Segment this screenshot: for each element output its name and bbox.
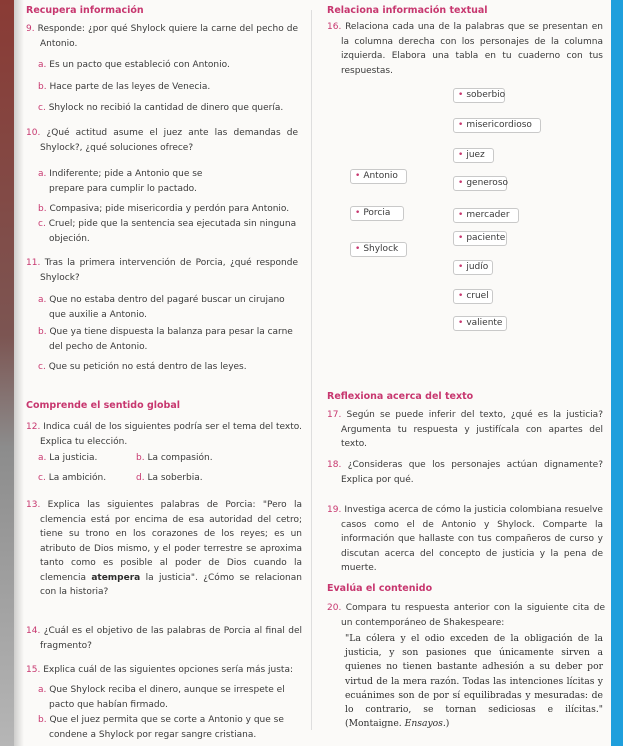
word-label: judío bbox=[466, 262, 489, 272]
option-11a bbox=[38, 293, 300, 322]
question-17 bbox=[327, 408, 603, 452]
option-text: La soberbia. bbox=[147, 473, 203, 483]
word-box-mercader bbox=[453, 208, 519, 223]
question-text: Investiga acerca de cómo la justicia colombiana resuelve casos como el de Antonio y Shylock. Comparte la información que hallaste con tus compañeros de curso y discutan acerca del concepto de justicia y la pena de muerte. bbox=[341, 505, 603, 573]
question-10 bbox=[26, 126, 298, 155]
word-label: generoso bbox=[466, 178, 509, 188]
option-letter: b. bbox=[136, 453, 145, 463]
character-box-shylock bbox=[350, 242, 407, 257]
option-letter: c. bbox=[38, 219, 46, 229]
section-heading-evalua: Evalúa el contenido bbox=[327, 583, 433, 594]
word-label: paciente bbox=[466, 233, 506, 243]
page-binding-shadow bbox=[0, 0, 14, 746]
bold-word: atempera bbox=[91, 572, 141, 583]
word-box-soberbio bbox=[453, 88, 505, 103]
option-9c bbox=[38, 101, 303, 116]
bullet-icon: • bbox=[458, 318, 464, 328]
option-letter: b. bbox=[38, 82, 47, 92]
question-number: 11. bbox=[26, 258, 41, 268]
word-label: misericordioso bbox=[466, 120, 532, 130]
question-text: Según se puede inferir del texto, ¿qué es la justicia? Argumenta tu respuesta y justifícala con apartes del texto. bbox=[341, 410, 603, 449]
bullet-icon: • bbox=[458, 178, 464, 188]
question-number: 19. bbox=[327, 505, 342, 515]
bullet-icon: • bbox=[355, 171, 361, 181]
question-text: Responde: ¿por qué Shylock quiere la carne del pecho de Antonio. bbox=[37, 24, 298, 49]
question-11 bbox=[26, 256, 298, 285]
bullet-icon: • bbox=[458, 291, 464, 301]
option-10c bbox=[38, 217, 303, 246]
bullet-icon: • bbox=[458, 90, 464, 100]
question-9 bbox=[26, 22, 298, 51]
option-10b bbox=[38, 202, 308, 217]
option-text: Hace parte de las leyes de Venecia. bbox=[49, 82, 211, 92]
word-box-juez bbox=[453, 148, 494, 163]
option-text: Shylock no recibió la cantidad de dinero que quería. bbox=[48, 103, 284, 113]
option-letter: a. bbox=[38, 60, 47, 70]
blue-margin-stripe bbox=[611, 0, 623, 746]
montaigne-quote bbox=[345, 632, 603, 731]
page-binding-gradient bbox=[14, 0, 24, 746]
question-text-end: la justicia". ¿Cómo se relacionan con la historia? bbox=[40, 572, 302, 597]
question-text: ¿Consideras que los personajes actúan dignamente? Explica por qué. bbox=[341, 460, 603, 485]
option-letter: c. bbox=[38, 362, 46, 372]
option-text: Es un pacto que estableció con Antonio. bbox=[49, 60, 230, 70]
question-text: Relaciona cada una de la palabras que se presentan en la columna derecha con los personajes de la columna izquierda. Elabora una tabla en tu cuaderno con tus respuestas. bbox=[341, 22, 603, 76]
section-heading-relaciona: Relaciona información textual bbox=[327, 5, 488, 16]
bullet-icon: • bbox=[458, 262, 464, 272]
option-9b bbox=[38, 80, 300, 95]
option-12b bbox=[136, 451, 213, 466]
option-text: La compasión. bbox=[147, 453, 213, 463]
option-text: Que ya tiene dispuesta la balanza para pesar la carne del pecho de Antonio. bbox=[49, 327, 293, 352]
option-11c bbox=[38, 360, 300, 375]
question-number: 17. bbox=[327, 410, 342, 420]
option-letter: b. bbox=[38, 715, 47, 725]
option-9a bbox=[38, 58, 300, 73]
option-letter: a. bbox=[38, 169, 47, 179]
question-13 bbox=[26, 498, 302, 600]
option-letter: b. bbox=[38, 204, 47, 214]
quote-text: "La cólera y el odio exceden de la obligación de la justicia, y son pasiones que únicamente sirven a quienes no tienen bastante adhesión a su deber por virtud de la mera razón. Todas las intenciones lícitas y ecuánimes son de por sí equilibradas y mesuradas: de lo contrario, se tornan sediciosas e ilícitas." (Montaigne. bbox=[345, 633, 603, 730]
question-16 bbox=[327, 20, 603, 78]
character-label: Antonio bbox=[363, 171, 398, 181]
option-text: Indiferente; pide a Antonio que se prepare para cumplir lo pactado. bbox=[49, 169, 203, 194]
option-text: Que su petición no está dentro de las leyes. bbox=[48, 362, 247, 372]
word-label: valiente bbox=[466, 318, 503, 328]
question-number: 18. bbox=[327, 460, 342, 470]
column-divider bbox=[311, 10, 312, 730]
question-text: ¿Cuál es el objetivo de las palabras de Porcia al final del fragmento? bbox=[40, 626, 302, 651]
bullet-icon: • bbox=[458, 150, 464, 160]
word-box-paciente bbox=[453, 231, 507, 246]
question-number: 13. bbox=[26, 500, 41, 510]
question-number: 20. bbox=[327, 603, 342, 613]
question-12 bbox=[26, 420, 302, 449]
question-number: 10. bbox=[26, 128, 41, 138]
question-number: 9. bbox=[26, 24, 35, 34]
question-14 bbox=[26, 624, 302, 653]
bullet-icon: • bbox=[458, 120, 464, 130]
question-text: Tras la primera intervención de Porcia, ¿qué responde Shylock? bbox=[40, 258, 298, 283]
question-text: ¿Qué actitud asume el juez ante las demandas de Shylock?, ¿qué soluciones ofrece? bbox=[40, 128, 298, 153]
section-heading-comprende: Comprende el sentido global bbox=[26, 400, 180, 411]
question-20 bbox=[327, 601, 605, 630]
option-text: La justicia. bbox=[49, 453, 98, 463]
quote-end: .) bbox=[442, 718, 450, 730]
word-box-misericordioso bbox=[453, 118, 541, 133]
option-text: Compasiva; pide misericordia y perdón para Antonio. bbox=[49, 204, 290, 214]
word-label: juez bbox=[466, 150, 485, 160]
word-label: soberbio bbox=[466, 90, 506, 100]
option-letter: a. bbox=[38, 295, 47, 305]
option-letter: c. bbox=[38, 473, 46, 483]
option-text: La ambición. bbox=[48, 473, 107, 483]
word-box-cruel bbox=[453, 289, 493, 304]
word-box-judio bbox=[453, 260, 493, 275]
question-15 bbox=[26, 663, 302, 678]
option-12a bbox=[38, 451, 97, 466]
option-15a bbox=[38, 683, 302, 712]
option-10a bbox=[38, 167, 238, 196]
option-11b bbox=[38, 325, 300, 354]
question-18 bbox=[327, 458, 603, 487]
question-19 bbox=[327, 503, 603, 576]
option-letter: a. bbox=[38, 685, 47, 695]
word-box-generoso bbox=[453, 176, 507, 191]
word-box-valiente bbox=[453, 316, 507, 331]
option-letter: d. bbox=[136, 473, 145, 483]
option-12d bbox=[136, 471, 203, 486]
option-letter: b. bbox=[38, 327, 47, 337]
word-label: cruel bbox=[466, 291, 489, 301]
character-label: Porcia bbox=[363, 208, 391, 218]
bullet-icon: • bbox=[458, 210, 464, 220]
character-label: Shylock bbox=[363, 244, 399, 254]
option-letter: a. bbox=[38, 453, 47, 463]
option-text: Que no estaba dentro del pagaré buscar un cirujano que auxilie a Antonio. bbox=[49, 295, 285, 320]
section-heading-reflexiona: Reflexiona acerca del texto bbox=[327, 391, 474, 402]
question-text: Explica cuál de las siguientes opciones sería más justa: bbox=[43, 665, 293, 675]
bullet-icon: • bbox=[458, 233, 464, 243]
question-text: Compara tu respuesta anterior con la siguiente cita de un contemporáneo de Shakespeare: bbox=[341, 603, 605, 628]
question-number: 15. bbox=[26, 665, 41, 675]
character-box-antonio bbox=[350, 169, 407, 184]
option-letter: c. bbox=[38, 103, 46, 113]
question-text: Indica cuál de los siguientes podría ser el tema del texto. Explica tu elección. bbox=[40, 422, 302, 447]
bullet-icon: • bbox=[355, 244, 361, 254]
section-heading-recupera: Recupera información bbox=[26, 5, 144, 16]
option-text: Que Shylock reciba el dinero, aunque se irrespete el pacto que habían firmado. bbox=[49, 685, 285, 710]
question-text: Explica las siguientes palabras de Porcia: "Pero la clemencia está por encima de esa autoridad del cetro; tiene su trono en los corazones de los reyes; es un atributo de Dios mismo, y el poder terrestre se aproxima tanto como es posible al poder de Dios cuando la clemencia bbox=[40, 500, 302, 583]
option-12c bbox=[38, 471, 106, 486]
option-15b bbox=[38, 713, 302, 742]
option-text: Que el juez permita que se corte a Antonio y que se condene a Shylock por regar sangre cristiana. bbox=[49, 715, 284, 740]
option-text: Cruel; pide que la sentencia sea ejecutada sin ninguna objeción. bbox=[48, 219, 297, 244]
word-label: mercader bbox=[466, 210, 510, 220]
question-number: 12. bbox=[26, 422, 41, 432]
character-box-porcia bbox=[350, 206, 404, 221]
question-number: 16. bbox=[327, 22, 342, 32]
quote-source: Ensayos bbox=[404, 718, 443, 730]
bullet-icon: • bbox=[355, 208, 361, 218]
question-number: 14. bbox=[26, 626, 41, 636]
